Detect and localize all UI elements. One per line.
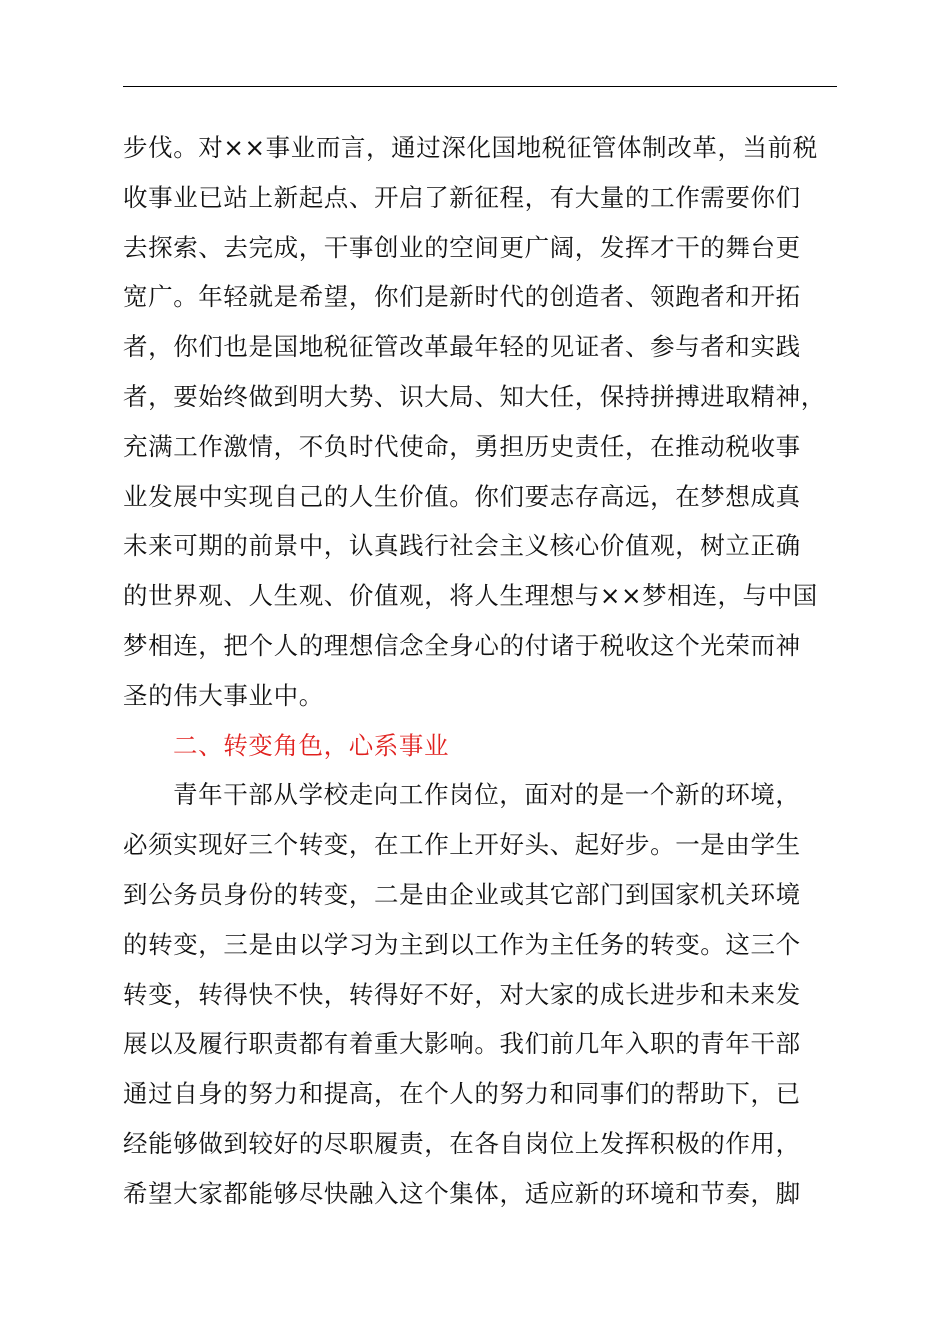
text-line: 梦相连，把个人的理想信念全身心的付诸于税收这个光荣而神 [123,630,801,660]
text-line: 者，要始终做到明大势、识大局、知大任，保持拼搏进取精神， [123,381,826,411]
text-line: 青年干部从学校走向工作岗位，面对的是一个新的环境， [173,780,801,810]
text-line: 经能够做到较好的尽职履责，在各自岗位上发挥积极的作用， [123,1128,801,1158]
text-line: 展以及履行职责都有着重大影响。我们前几年入职的青年干部 [123,1029,801,1059]
text-line: 宽广。年轻就是希望，你们是新时代的创造者、领跑者和开拓 [123,282,801,312]
text-line: 到公务员身份的转变，二是由企业或其它部门到国家机关环境 [123,879,801,909]
text-line: 收事业已站上新起点、开启了新征程，有大量的工作需要你们 [123,182,801,212]
text-line: 必须实现好三个转变，在工作上开好头、起好步。一是由学生 [123,830,801,860]
text-line: 者，你们也是国地税征管改革最年轻的见证者、参与者和实践 [123,332,801,362]
document-body [123,123,863,1219]
text-line: 去探索、去完成，干事创业的空间更广阔，发挥才干的舞台更 [123,232,801,262]
text-line: 充满工作激情，不负时代使命，勇担历史责任，在推动税收事 [123,431,801,461]
text-line: 未来可期的前景中，认真践行社会主义核心价值观，树立正确 [123,531,801,561]
header-rule [123,86,837,87]
paragraph-2 [123,770,863,1218]
text-line: 圣的伟大事业中。 [123,680,324,710]
section-heading: 二、转变角色，心系事业 [173,730,450,760]
text-line: 希望大家都能够尽快融入这个集体，适应新的环境和节奏，脚 [123,1178,801,1208]
text-line: 转变，转得快不快，转得好不好，对大家的成长进步和未来发 [123,979,801,1009]
paragraph-1 [123,123,863,721]
text-line: 通过自身的努力和提高，在个人的努力和同事们的帮助下，已 [123,1079,801,1109]
text-line: 的世界观、人生观、价值观，将人生理想与××梦相连，与中国 [123,581,818,611]
text-line: 的转变，三是由以学习为主到以工作为主任务的转变。这三个 [123,929,801,959]
text-line: 步伐。对××事业而言，通过深化国地税征管体制改革，当前税 [123,133,818,162]
text-line: 业发展中实现自己的人生价值。你们要志存高远，在梦想成真 [123,481,801,511]
